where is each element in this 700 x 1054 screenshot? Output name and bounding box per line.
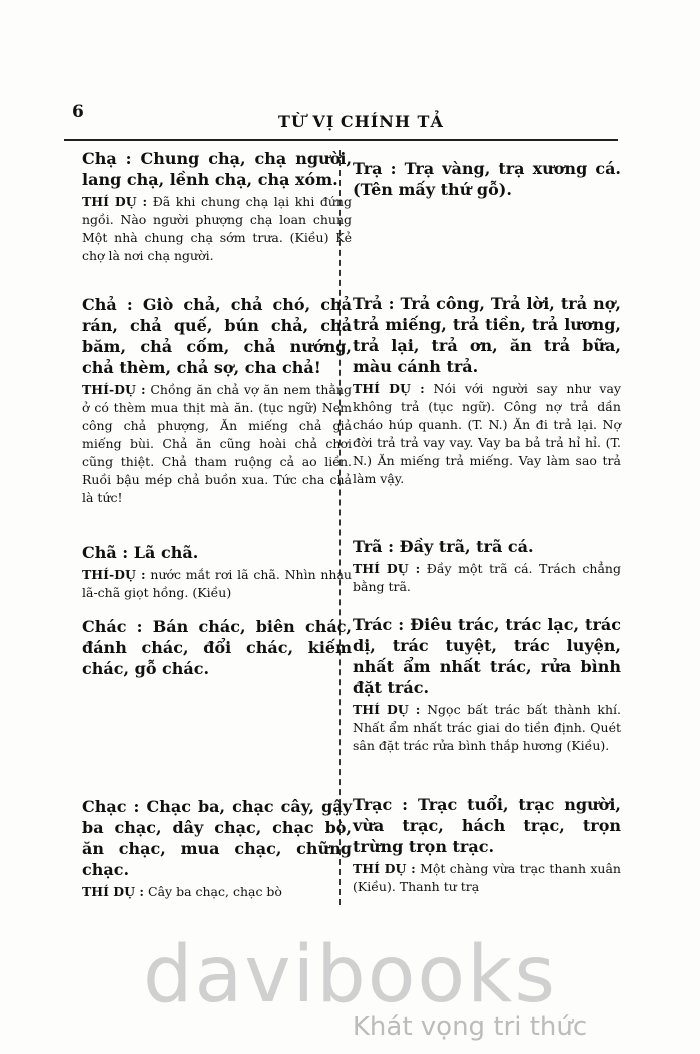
- running-head: TỪ VỊ CHÍNH TẢ: [278, 112, 444, 131]
- watermark-tagline: Khát vọng tri thức: [352, 1012, 588, 1042]
- dictionary-entry: [82, 294, 352, 507]
- definition: Trạc tuổi, trạc người, vừa trạc, hách trạc, trọn trừng trọn trạc.: [353, 795, 622, 856]
- headword: Trã :: [353, 537, 395, 556]
- example-label: THÍ DỤ :: [82, 884, 145, 899]
- dictionary-entry: [353, 158, 621, 200]
- headword: Chạ :: [82, 149, 132, 168]
- headword: Chã :: [82, 543, 129, 562]
- example-text: nước mắt rơi lã chã. Nhìn nhau lã-chã giọt hồng. (Kiều): [82, 567, 352, 600]
- dictionary-entry: [82, 542, 352, 602]
- dictionary-entry: [353, 536, 621, 596]
- headword: Trạ :: [353, 159, 397, 178]
- example-text: Một chàng vừa trạc thanh xuân (Kiều). Thanh tư trạ: [353, 861, 621, 894]
- definition: Điêu trác, trác lạc, trác dị, trác tuyệt, trác luyện, nhất ẩm nhất trác, rửa bình đặt trác.: [353, 615, 621, 697]
- definition: Trả công, Trả lời, trả nợ, trả miếng, trả tiền, trả lương, trả lại, trả ơn, ăn trả bữa, màu cánh trả.: [353, 294, 621, 376]
- header-rule: [64, 139, 618, 141]
- definition: Giò chả, chả chó, chả rán, chả quế, bún chả, chả băm, chả cốm, chả nướng, chả thèm, chả sợ, cha chả!: [82, 295, 352, 377]
- dictionary-entry: [82, 148, 352, 265]
- headword: Chạc :: [82, 797, 140, 816]
- dictionary-entry: [353, 614, 621, 755]
- example-text: Đầy một trã cá. Trách chẳng bằng trã.: [353, 561, 621, 594]
- definition: Đầy trã, trã cá.: [399, 537, 534, 556]
- example-label: THÍ-DỤ :: [82, 567, 146, 582]
- example-label: THÍ DỤ :: [353, 861, 416, 876]
- example-label: THÍ DỤ :: [353, 702, 421, 717]
- headword: Trác :: [353, 615, 405, 634]
- definition: Chạc ba, chạc cây, gậy ba chạc, dây chạc, chạc bò, ăn chạc, mua chạc, chững chạc.: [82, 797, 352, 879]
- headword: Trạc :: [353, 795, 409, 814]
- watermark-brand: davibooks: [143, 930, 557, 1020]
- example-label: THÍ DỤ :: [353, 561, 421, 576]
- dictionary-entry: [353, 293, 621, 488]
- example-label: THÍ DỤ :: [82, 194, 148, 209]
- example-text: Chồng ăn chả vợ ăn nem thằng ở có thèm mua thịt mà ăn. (tục ngữ) Nem công chả phượng, Ăn miếng chả giả miếng bùi. Chả ăn cũng hoài chả chơi cũng thiệt. Chả tham ruộng cả ao liền. Ruồi bậu mép chả buồn xua. Tức cha chả là tức!: [82, 382, 352, 505]
- definition: Lã chã.: [133, 543, 199, 562]
- dictionary-entry: [353, 794, 621, 896]
- example-label: THÍ DỤ :: [353, 381, 425, 396]
- example-label: THÍ-DỤ :: [82, 382, 146, 397]
- headword: Chả :: [82, 295, 133, 314]
- dictionary-entry: [82, 796, 352, 901]
- headword: Trả :: [353, 294, 395, 313]
- page-number: 6: [72, 102, 84, 122]
- example-text: Nói với người say như vay không trả (tục ngữ). Công nợ trả dần cháo húp quanh. (T. N.) Ăn đi trả lại. Nợ đời trả trả vay vay. Vay ba bả trả hỉ hỉ. (T. N.) Ăn miếng trả miếng. Vay làm sao trả làm vậy.: [353, 381, 621, 486]
- example-text: Cây ba chạc, chạc bò: [148, 884, 282, 899]
- dictionary-entry: [82, 616, 352, 679]
- definition: Trạ vàng, trạ xương cá. (Tên mấy thứ gỗ).: [353, 159, 621, 199]
- definition: Bán chác, biên chác, đánh chác, đổi chác, kiếm chác, gỗ chác.: [82, 617, 352, 678]
- example-text: Đã khi chung chạ lại khi đứng ngồi. Nào người phượng chạ loan chung Một nhà chung chạ sớm trưa. (Kiều) Kẻ chợ là nơi chạ người.: [82, 194, 352, 263]
- definition: Chung chạ, chạ người, lang chạ, lềnh chạ, chạ xóm.: [82, 149, 353, 189]
- example-text: Ngọc bất trác bất thành khí. Nhất ẩm nhất trác giai do tiền định. Quét sân đặt trác rửa bình thắp hương (Kiều).: [353, 702, 621, 753]
- headword: Chác :: [82, 617, 143, 636]
